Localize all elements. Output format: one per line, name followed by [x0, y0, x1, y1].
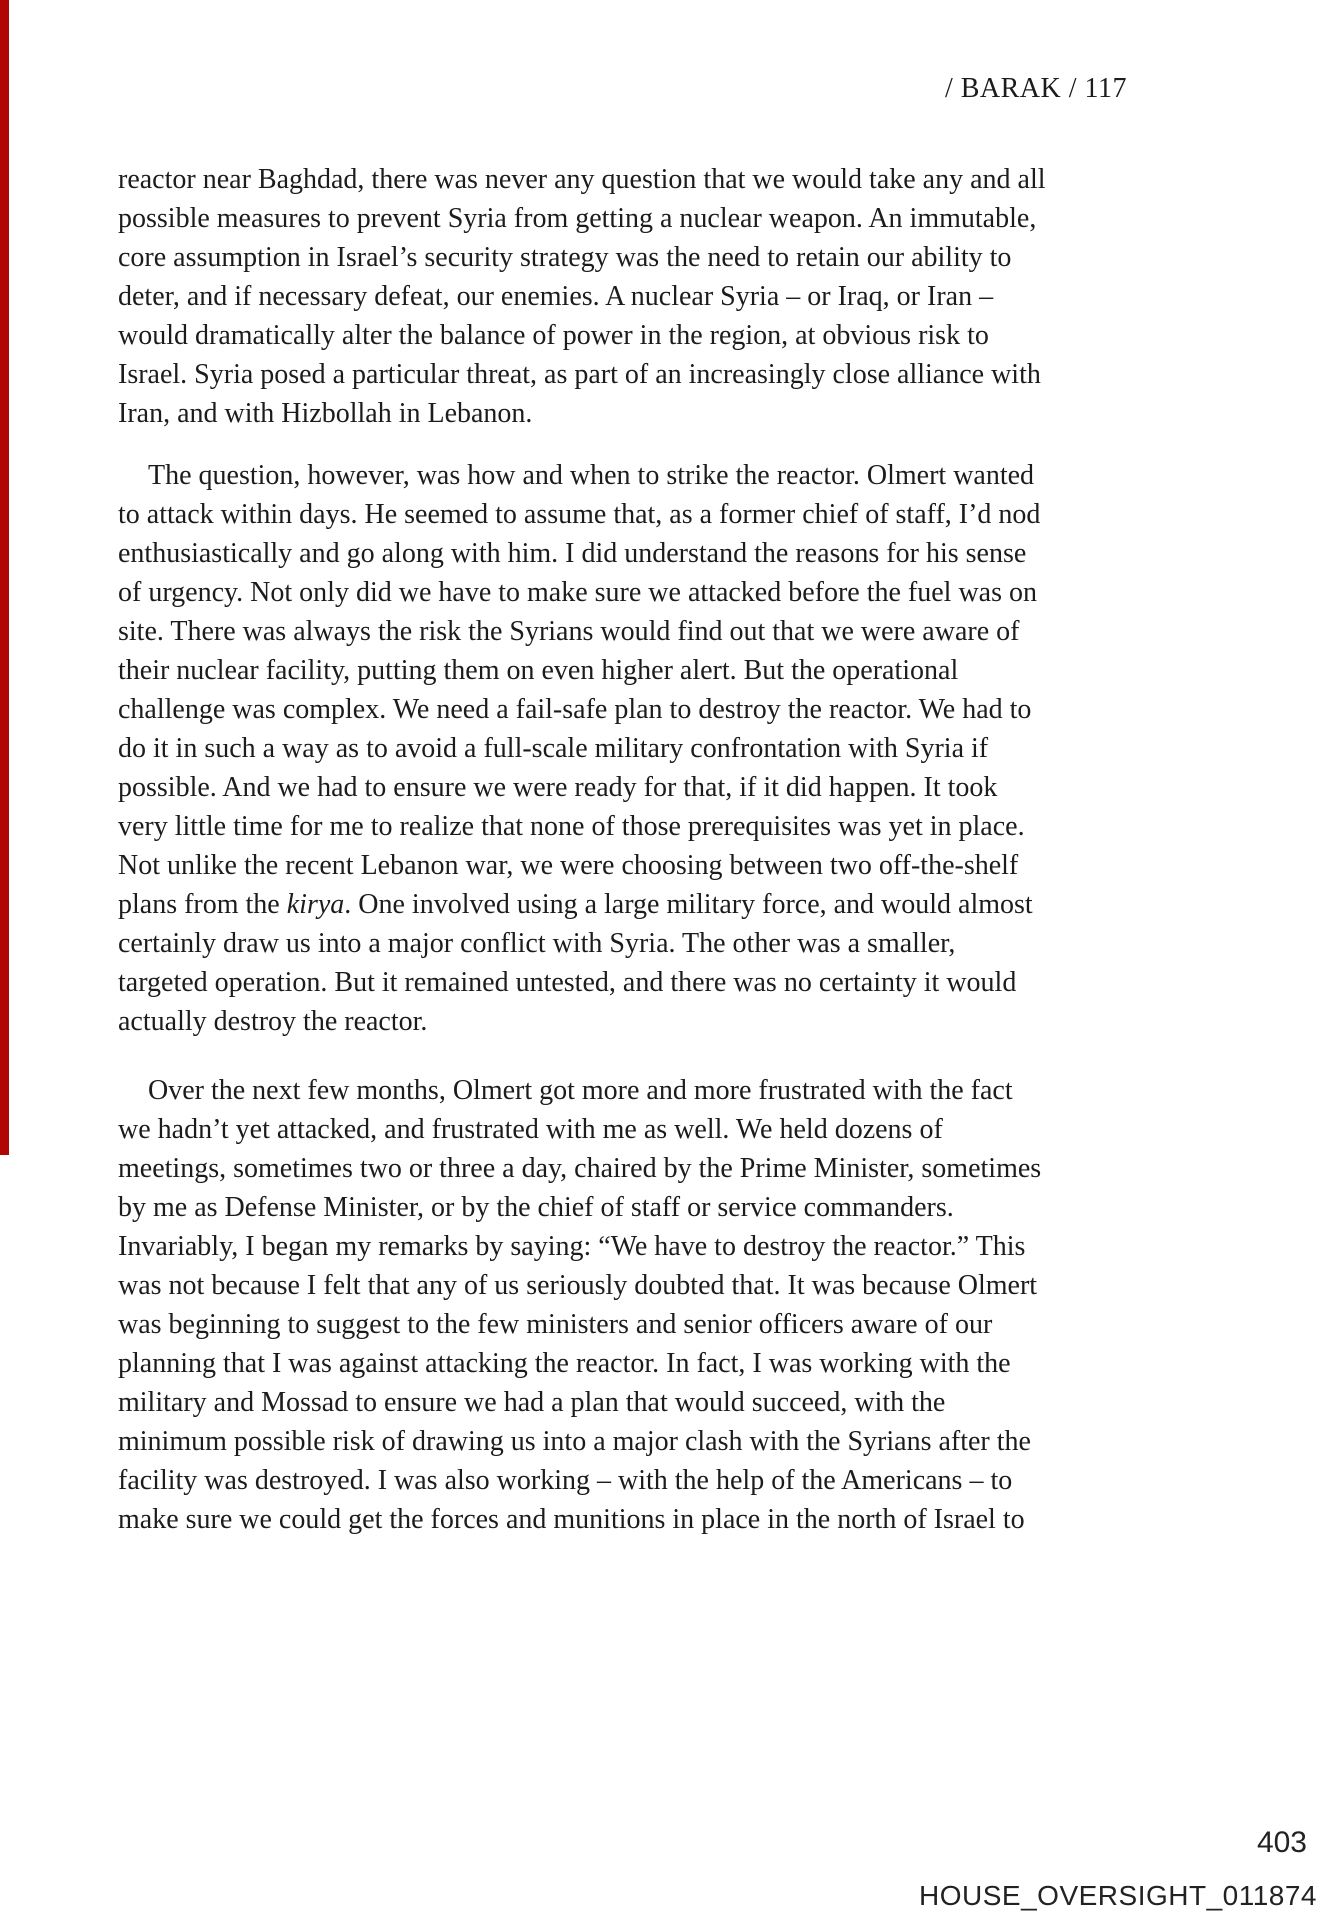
page-number: 403 — [1256, 1826, 1307, 1859]
italic-term: kirya — [286, 889, 345, 920]
italic-line-pre: plans from the — [118, 889, 287, 920]
paragraph-3: Over the next few months, Olmert got more and more frustrated with the fact we hadn’t yet attacked, and frustrated with me as well. We held dozens of meetings, sometimes two or three a day, chaired by the Prime Minister, sometimes by me as Defense Minister, or by the chief of staff or service commanders. Invariably, I began my remarks by saying: “We have to destroy the reactor.” This was not because I felt that any of us seriously doubted that. It was because Olmert was beginning to suggest to the few ministers and senior officers aware of our planning that I was against attacking the reactor. In fact, I was working with the military and Mossad to ensure we had a plan that would succeed, with the minimum possible risk of drawing us into a major clash with the Syrians after the facility was destroyed. I was also working – with the help of the Americans – to make sure we could get the forces and munitions in place in the north of Israel to — [118, 1075, 1042, 1535]
paragraph-2-lines-a: The question, however, was how and when to strike the reactor. Olmert wanted to attack within days. He seemed to assume that, as a former chief of staff, I’d nod enthusiastically and go along with him. I did understand the reasons for his sense of urgency. Not only did we have to make sure we attacked before the fuel was on site. There was always the risk the Syrians would find out that we were aware of their nuclear facility, putting them on even higher alert. But the operational challenge was complex. We need a fail-safe plan to destroy the reactor. We had to do it in such a way as to avoid a full-scale military confrontation with Syria if possible. And we had to ensure we were ready for that, if it did happen. It took very little time for me to realize that none of those prerequisites was yet in place. Not unlike the recent Lebanon war, we were choosing between two off-the-shelf — [118, 460, 1041, 881]
paragraph-2-italic-line — [118, 885, 1046, 924]
paragraph-2 — [118, 456, 1046, 1041]
running-header: / BARAK / 117 — [944, 73, 1127, 104]
scan-edge-artifact — [0, 0, 9, 1155]
paragraph-2-lines-b: certainly draw us into a major conflict with Syria. The other was a smaller, targeted operation. But it remained untested, and there was no certainty it would actually destroy the reactor. — [118, 928, 1017, 1037]
bates-stamp: HOUSE_OVERSIGHT_011874 — [919, 1880, 1317, 1911]
page-body — [118, 160, 1046, 1539]
italic-line-post: . One involved using a large military force, and would almost — [344, 889, 1033, 920]
paragraph-1: reactor near Baghdad, there was never any question that we would take any and all possible measures to prevent Syria from getting a nuclear weapon. An immutable, core assumption in Israel’s security strategy was the need to retain our ability to deter, and if necessary defeat, our enemies. A nuclear Syria – or Iraq, or Iran – would dramatically alter the balance of power in the region, at obvious risk to Israel. Syria posed a particular threat, as part of an increasingly close alliance with Iran, and with Hizbollah in Lebanon. — [118, 164, 1046, 429]
